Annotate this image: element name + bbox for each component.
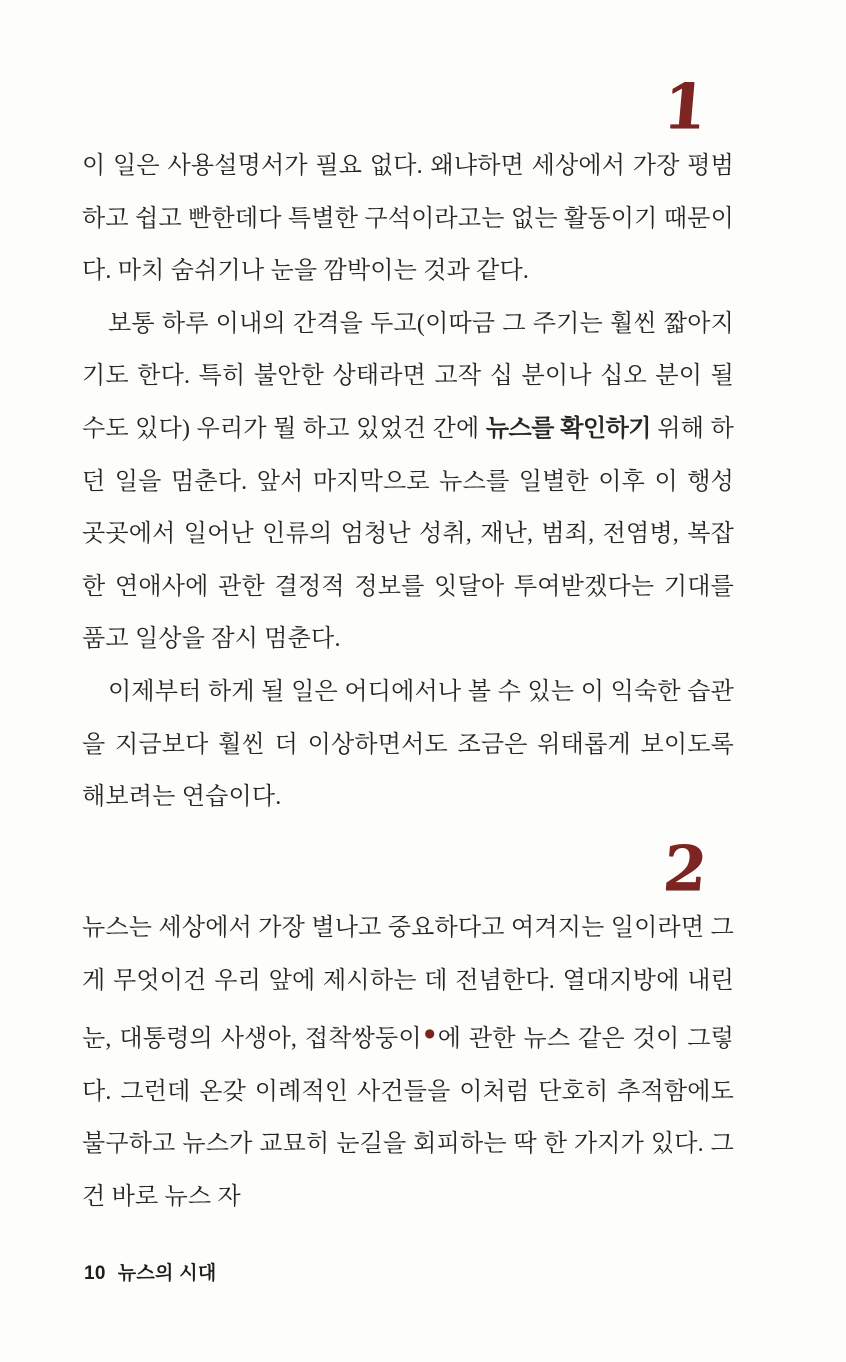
paragraph <box>82 666 734 824</box>
text-segment: 뉴스는 세상에서 가장 별나고 중요하다고 여겨지는 일이라면 그게 무엇이건 우리 앞에 제시하는 데 전념한다. 열대지방에 내린 눈, 대통령의 사생아, 접착쌍둥이 <box>82 915 734 1053</box>
text-segment: 이제부터 하게 될 일은 어디에서나 볼 수 있는 이 익숙한 습관을 지금보다 훨씬 더 이상하면서도 조금은 위태롭게 보이도록 해보려는 연습이다. <box>82 678 734 811</box>
text-segment: 에 관한 뉴스 같은 것이 그렇다. 그런데 온갖 이례적인 사건들을 이처럼 단호히 추적함에도 불구하고 뉴스가 교묘히 눈길을 회피하는 딱 한 가지가 있다. 그건 바로 뉴스 자 <box>82 1026 734 1210</box>
section-1-paragraphs <box>82 140 734 824</box>
section-2-paragraphs <box>82 902 734 1224</box>
paragraph <box>82 298 734 666</box>
text-segment: 이 일은 사용설명서가 필요 없다. 왜냐하면 세상에서 가장 평범하고 쉽고 빤한데다 특별한 구석이라고는 없는 활동이기 때문이다. 마치 숨쉬기나 눈을 깜박이는 것과 같다. <box>82 153 734 285</box>
bold-text-segment: 뉴스를 확인하기 <box>485 414 651 442</box>
page-footer <box>84 1258 217 1285</box>
section-number-1: 1 <box>660 70 710 143</box>
paragraph <box>82 902 734 1224</box>
text-segment: 보통 하루 이내의 간격을 두고(이따금 그 주기는 훨씬 짧아지기도 한다. 특히 불안한 상태라면 고작 십 분이나 십오 분이 될 수도 있다) 우리가 뭘 하고 있었건 간에 <box>82 310 734 442</box>
book-title: 뉴스의 시대 <box>117 1263 217 1284</box>
paragraph <box>82 140 734 298</box>
text-segment: 위해 하던 일을 멈춘다. 앞서 마지막으로 뉴스를 일별한 이후 이 행성 곳곳에서 일어난 인류의 엄청난 성취, 재난, 범죄, 전염병, 복잡한 연애사에 관한 결정적 정보를 잇달아 투여받겠다는 기대를 품고 일상을 잠시 멈춘다. <box>82 415 734 653</box>
page-number: 10 <box>84 1263 106 1284</box>
section-number-2: 2 <box>660 832 710 905</box>
footnote-marker-icon: ● <box>422 1026 437 1041</box>
